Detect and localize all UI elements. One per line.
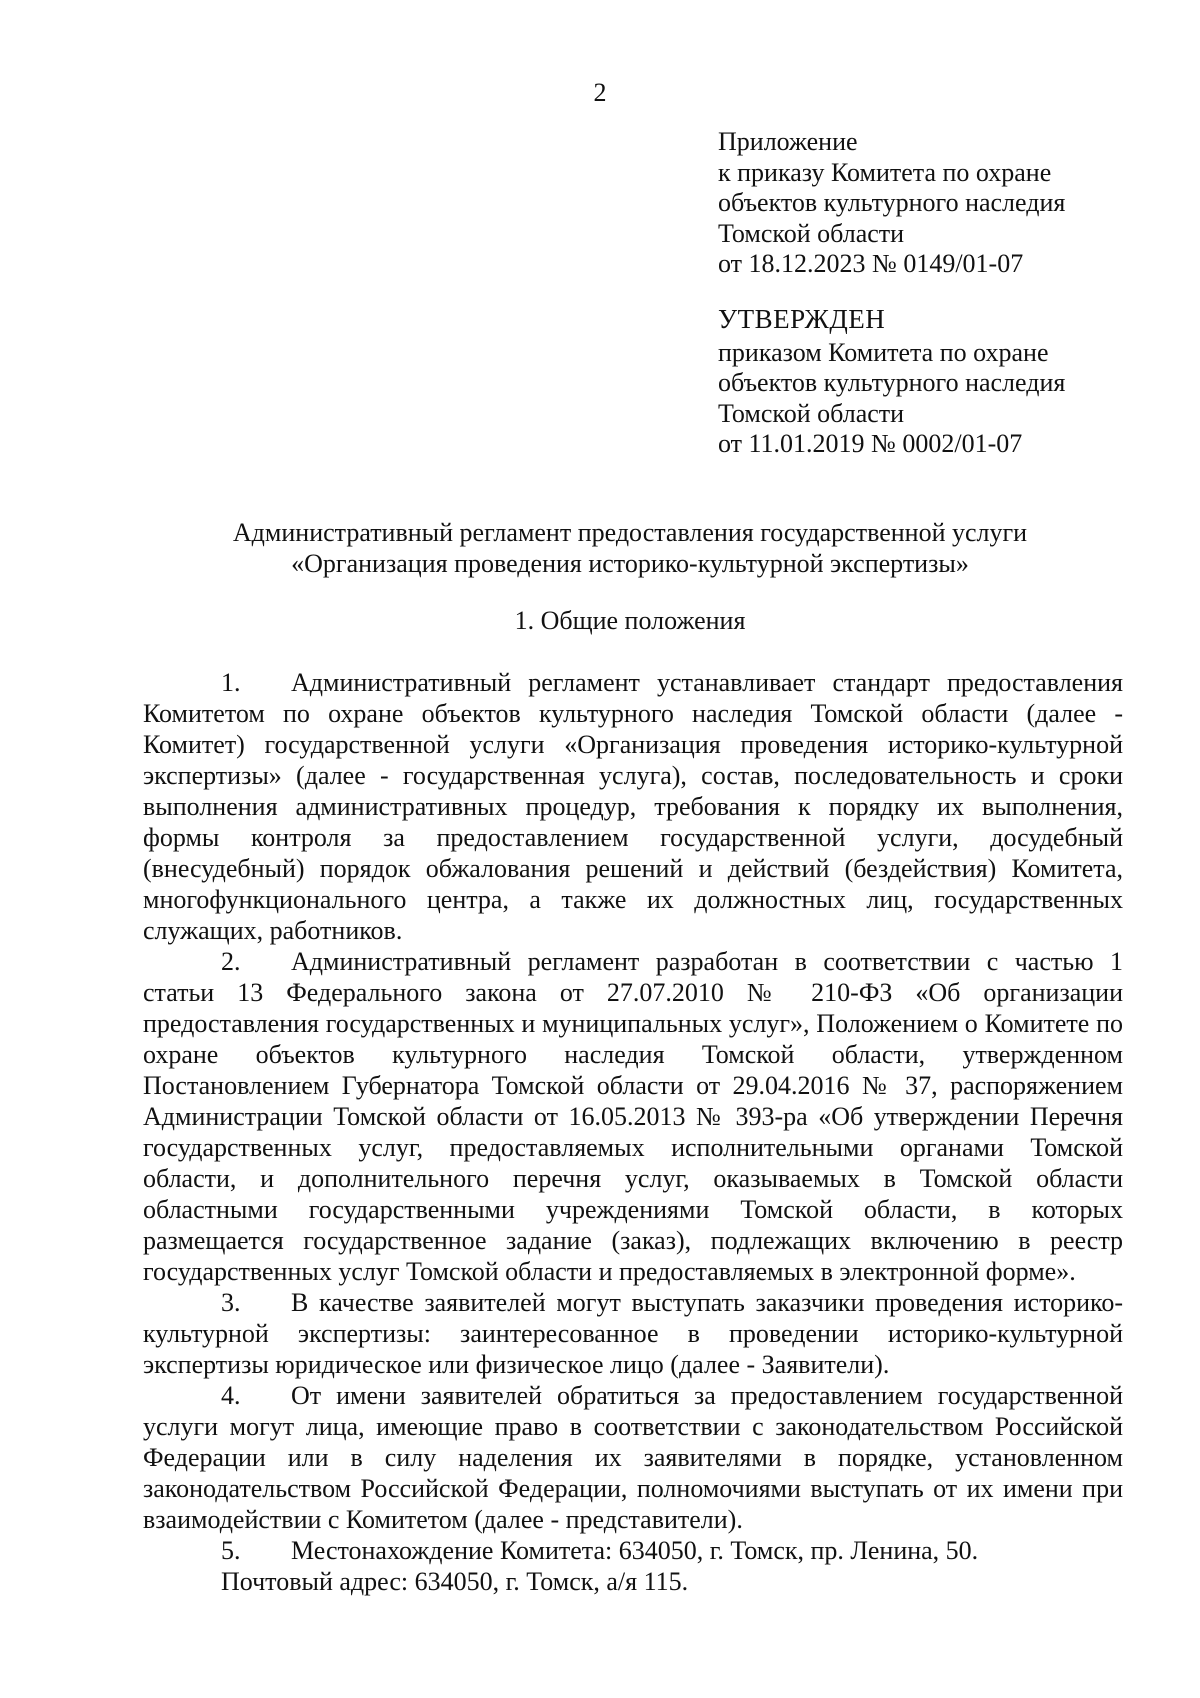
approved-line: приказом Комитета по охране bbox=[718, 337, 1049, 367]
approved-heading: УТВЕРЖДЕН bbox=[718, 304, 886, 334]
approved-line: объектов культурного наследия bbox=[718, 368, 1066, 397]
document-title-line: Административный регламент предоставления государственной услуги bbox=[232, 518, 1028, 547]
postal-address: Почтовый адрес: 634050, г. Томск, а/я 115. bbox=[221, 1567, 689, 1596]
paragraph-number: 1. bbox=[221, 668, 241, 697]
approved-line: от 11.01.2019 № 0002/01-07 bbox=[718, 429, 1023, 458]
approved-line: Томской области bbox=[718, 398, 905, 428]
approved-block bbox=[718, 304, 1158, 460]
paragraph bbox=[143, 667, 1123, 946]
document-title-line: «Организация проведения историко-культурной экспертизы» bbox=[291, 548, 969, 578]
document-title bbox=[130, 518, 1130, 579]
paragraph bbox=[143, 1535, 1123, 1566]
paragraph-number: 4. bbox=[221, 1381, 241, 1410]
appendix-line: от 18.12.2023 № 0149/01-07 bbox=[718, 249, 1024, 278]
appendix-block bbox=[718, 127, 1158, 280]
paragraph-number: 2. bbox=[221, 947, 241, 976]
document-body bbox=[143, 667, 1123, 1597]
page-number: 2 bbox=[593, 78, 607, 107]
paragraph-text: От имени заявителей обратиться за предоставлением государственной услуги могут лица, имеющие право в соответствии с законодательством Российской Федерации или в силу наделения их заявителями в порядке, установленном законодательством Российской Федерации, полномочиями выступать от их имени при взаимодействии с Комитетом (далее - представители). bbox=[143, 1381, 1123, 1534]
paragraph-text: Административный регламент разработан в соответствии с частью 1 статьи 13 Федерального закона от 27.07.2010 № 210-ФЗ «Об организации предоставления государственных и муниципальных услуг», Положением о Комитете по охране объектов культурного наследия Томской области, утвержденном Постановлением Губернатора Томской области от 29.04.2016 № 37, распоряжением Администрации Томской области от 16.05.2013 № 393-ра «Об утверждении Перечня государственных услуг, предоставляемых исполнительными органами Томской области, и дополнительного перечня услуг, оказываемых в Томской области областными государственными учреждениями Томской области, в которых размещается государственное задание (заказ), подлежащих включению в реестр государственных услуг Томской области и предоставляемых в электронной форме». bbox=[143, 947, 1123, 1286]
paragraph-text: Административный регламент устанавливает стандарт предоставления Комитетом по охране объектов культурного наследия Томской области (далее - Комитет) государственной услуги «Организация проведения историко-культурной экспертизы» (далее - государственная услуга), состав, последовательность и сроки выполнения административных процедур, требования к порядку их выполнения, формы контроля за предоставлением государственной услуги, досудебный (внесудебный) порядок обжалования решений и действий (бездействия) Комитета, многофункционального центра, а также их должностных лиц, государственных служащих, работников. bbox=[143, 668, 1123, 945]
paragraph-text: Местонахождение Комитета: 634050, г. Томск, пр. Ленина, 50. bbox=[291, 1536, 979, 1565]
paragraph bbox=[143, 1287, 1123, 1380]
appendix-line: Томской области bbox=[718, 218, 905, 248]
section-heading: 1. Общие положения bbox=[514, 606, 746, 635]
appendix-line: к приказу Комитета по охране bbox=[718, 157, 1052, 187]
paragraph-number: 3. bbox=[221, 1288, 241, 1317]
paragraph bbox=[143, 946, 1123, 1287]
appendix-line: объектов культурного наследия bbox=[718, 188, 1066, 217]
paragraph-number: 5. bbox=[221, 1536, 241, 1565]
paragraph-text: В качестве заявителей могут выступать заказчики проведения историко-культурной экспертизы: заинтересованное в проведении историко-культурной экспертизы юридическое или физическое лицо (далее - Заявители). bbox=[143, 1288, 1123, 1379]
paragraph bbox=[143, 1380, 1123, 1535]
appendix-line: Приложение bbox=[718, 127, 858, 156]
